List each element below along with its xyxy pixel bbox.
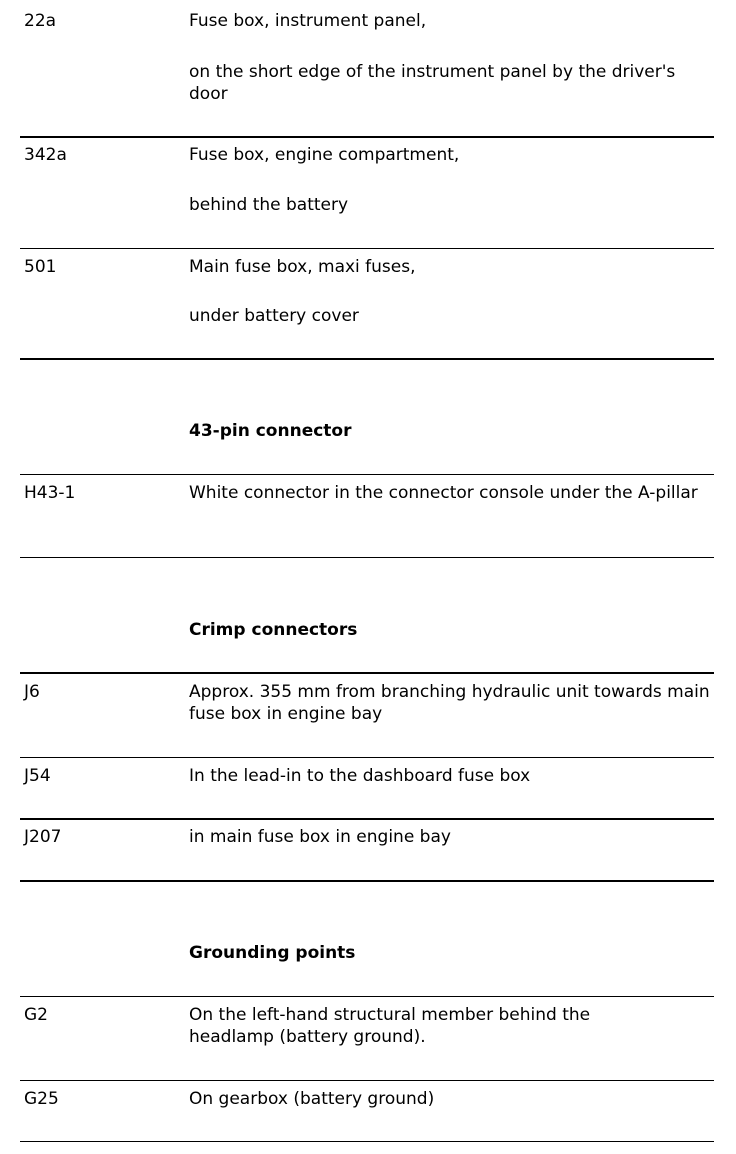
- row-divider: [20, 757, 714, 758]
- entry-description-detail: behind the battery: [189, 195, 349, 215]
- row-divider: [20, 248, 714, 249]
- section-heading: Grounding points: [189, 943, 356, 963]
- entry-code: 22a: [24, 11, 57, 31]
- entry-code: J6: [24, 682, 40, 702]
- row-divider: [20, 136, 714, 138]
- row-divider: [20, 818, 714, 820]
- entry-description: in main fuse box in engine bay: [189, 827, 451, 847]
- entry-description: Fuse box, instrument panel,: [189, 11, 427, 31]
- section-heading: 43-pin connector: [189, 421, 352, 441]
- row-divider: [20, 358, 714, 360]
- entry-description: Main fuse box, maxi fuses,: [189, 257, 416, 277]
- entry-description: On the left-hand structural member behind the headlamp (battery ground).: [189, 1005, 591, 1047]
- entry-code: G2: [24, 1005, 48, 1025]
- entry-description: Approx. 355 mm from branching hydraulic unit towards main fuse box in engine bay: [189, 682, 710, 724]
- entry-description-detail: under battery cover: [189, 306, 359, 326]
- entry-description: Fuse box, engine compartment,: [189, 145, 460, 165]
- entry-code: G25: [24, 1089, 59, 1109]
- entry-description: On gearbox (battery ground): [189, 1089, 435, 1109]
- entry-code: J207: [24, 827, 62, 847]
- section-heading: Crimp connectors: [189, 620, 358, 640]
- entry-code: J54: [24, 766, 51, 786]
- entry-description: In the lead-in to the dashboard fuse box: [189, 766, 531, 786]
- row-divider: [20, 557, 714, 558]
- row-divider: [20, 474, 714, 475]
- row-divider: [20, 1080, 714, 1081]
- row-divider: [20, 880, 714, 882]
- entry-description-detail: on the short edge of the instrument panel by the driver's door: [189, 62, 676, 104]
- entry-code: H43-1: [24, 483, 76, 503]
- row-divider: [20, 1141, 714, 1142]
- row-divider: [20, 996, 714, 997]
- entry-code: 501: [24, 257, 57, 277]
- entry-description: White connector in the connector console under the A-pillar: [189, 483, 698, 503]
- row-divider: [20, 672, 714, 674]
- entry-code: 342a: [24, 145, 67, 165]
